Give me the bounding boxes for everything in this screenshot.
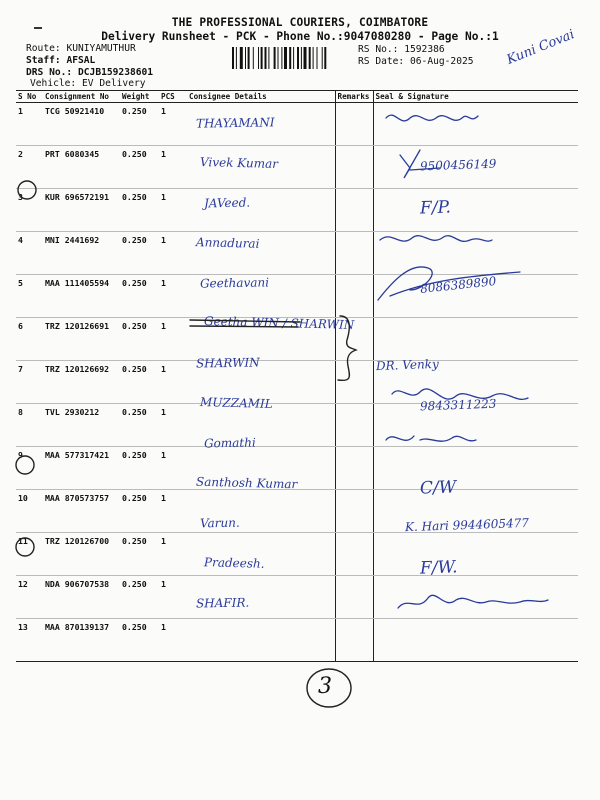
handwritten-consignee-name: THAYAMANI xyxy=(195,115,275,131)
cell-pcs: 1 xyxy=(159,146,187,189)
cell-sno: 1 xyxy=(16,103,43,146)
cell-pcs: 1 xyxy=(159,447,187,490)
cell-consignment-no: MNI 2441692 xyxy=(43,232,120,275)
cell-pcs: 1 xyxy=(159,404,187,447)
drs-label: DRS No.: xyxy=(26,67,73,78)
cell-weight: 0.250 xyxy=(120,576,159,619)
signature-row-13 xyxy=(398,595,548,608)
handwritten-consignee-name: SHAFIR. xyxy=(195,595,250,611)
staff-value: AFSAL xyxy=(66,55,96,66)
handwritten-signature-text: F/W. xyxy=(419,557,458,579)
route-value: KUNIYAMUTHUR xyxy=(66,43,136,54)
bracket-mark-rows-6-7 xyxy=(338,316,356,380)
cell-sno: 4 xyxy=(16,232,43,275)
cell-weight: 0.250 xyxy=(120,232,159,275)
signature-row-4 xyxy=(380,236,492,242)
col-header-signature: Seal & Signature xyxy=(373,91,578,103)
cell-consignment-no: MAA 111405594 xyxy=(43,275,120,318)
col-header-pcs: PCS xyxy=(159,91,187,103)
circle-mark-row-12 xyxy=(16,538,34,556)
cell-sno: 12 xyxy=(16,576,43,619)
cell-sno: 9 xyxy=(16,447,43,490)
cell-pcs: 1 xyxy=(159,103,187,146)
circle-mark-row-3 xyxy=(18,181,36,199)
cell-pcs: 1 xyxy=(159,490,187,533)
cell-sno: 6 xyxy=(16,318,43,361)
handwritten-signature-text: F/P. xyxy=(419,197,452,219)
cell-sno: 10 xyxy=(16,490,43,533)
col-header-weight: Weight xyxy=(120,91,159,103)
cell-sno: 13 xyxy=(16,619,43,662)
handwritten-signature-text: DR. Venky xyxy=(375,356,439,374)
cell-pcs: 1 xyxy=(159,232,187,275)
handwritten-top-note: Kuni Covai xyxy=(504,27,577,68)
col-header-remarks: Remarks xyxy=(335,91,373,103)
rs-no-label: RS No.: xyxy=(358,44,399,55)
handwritten-consignee-name: Geethavani xyxy=(199,275,270,291)
cell-consignment-no: PRT 6080345 xyxy=(43,146,120,189)
cell-consignment-no: TCG 50921410 xyxy=(43,103,120,146)
cell-sno: 3 xyxy=(16,189,43,232)
circle-mark-row-10 xyxy=(16,456,34,474)
handwritten-consignee-name: SHARWIN xyxy=(195,355,260,371)
handwritten-signature-text: K. Hari 9944605477 xyxy=(404,515,530,535)
handwritten-consignee-name: Annadurai xyxy=(195,235,260,251)
handwritten-consignee-name: Vivek Kumar xyxy=(199,154,279,172)
strike-through-row-6 xyxy=(190,320,300,327)
cell-consignment-no: TVL 2930212 xyxy=(43,404,120,447)
cell-consignment-no: MAA 870573757 xyxy=(43,490,120,533)
cell-pcs: 1 xyxy=(159,318,187,361)
col-header-consignment: Consignment No xyxy=(43,91,120,103)
cell-consignment-no: TRZ 120126691 xyxy=(43,318,120,361)
handwritten-consignee-name: Santhosh Kumar xyxy=(195,474,298,492)
company-name: THE PROFESSIONAL COURIERS, COIMBATORE xyxy=(171,16,429,29)
cell-weight: 0.250 xyxy=(120,447,159,490)
vehicle-value: EV Delivery xyxy=(82,78,146,89)
cell-sno: 5 xyxy=(16,275,43,318)
cell-pcs: 1 xyxy=(159,275,187,318)
handwritten-signature-text: 9843311223 xyxy=(419,396,497,414)
cell-pcs: 1 xyxy=(159,361,187,404)
cell-consignment-no: TRZ 120126692 xyxy=(43,361,120,404)
handwritten-consignee-name: JAVeed. xyxy=(203,195,251,211)
cell-weight: 0.250 xyxy=(120,361,159,404)
cell-sno: 7 xyxy=(16,361,43,404)
cell-consignment-no: MAA 870139137 xyxy=(43,619,120,662)
signature-row-1 xyxy=(386,115,478,121)
cell-weight: 0.250 xyxy=(120,619,159,662)
signature-row-9 xyxy=(386,436,476,441)
runsheet-subtitle: Delivery Runsheet - PCK - Phone No.:9047080280 - Page No.:1 xyxy=(101,30,499,43)
staff-label: Staff: xyxy=(26,55,61,66)
cell-pcs: 1 xyxy=(159,619,187,662)
cell-weight: 0.250 xyxy=(120,404,159,447)
cell-weight: 0.250 xyxy=(120,189,159,232)
col-header-consignee: Consignee Details xyxy=(187,91,335,103)
cell-weight: 0.250 xyxy=(120,146,159,189)
cell-pcs: 1 xyxy=(159,576,187,619)
cell-weight: 0.250 xyxy=(120,490,159,533)
cell-pcs: 1 xyxy=(159,189,187,232)
handwritten-consignee-name: MUZZAMIL xyxy=(199,395,273,411)
rs-date-value: 06-Aug-2025 xyxy=(410,56,474,67)
cell-weight: 0.250 xyxy=(120,318,159,361)
signature-row-2 xyxy=(400,150,440,178)
cell-pcs: 1 xyxy=(159,533,187,576)
route-label: Route: xyxy=(26,43,61,54)
cell-weight: 0.250 xyxy=(120,103,159,146)
cell-weight: 0.250 xyxy=(120,275,159,318)
cell-sno: 11 xyxy=(16,533,43,576)
page-circle-number: 3 xyxy=(318,674,332,699)
handwritten-signature-text: 8086389890 xyxy=(419,274,497,296)
signature-row-5 xyxy=(378,267,520,300)
cell-consignment-no: TRZ 120126700 xyxy=(43,533,120,576)
handwritten-consignee-name: Pradeesh. xyxy=(203,555,265,571)
handwritten-consignee-name: Varun. xyxy=(199,515,240,531)
handwritten-consignee-name: Geetha WIN / SHARWIN xyxy=(203,314,355,332)
cell-weight: 0.250 xyxy=(120,533,159,576)
handwritten-signature-text: 9500456149 xyxy=(419,156,497,174)
rs-date-label: RS Date: xyxy=(358,56,405,67)
signature-row-8 xyxy=(392,389,528,399)
cell-consignment-no: KUR 696572191 xyxy=(43,189,120,232)
cell-sno: 2 xyxy=(16,146,43,189)
col-header-sno: S No xyxy=(16,91,43,103)
handwritten-signature-text: C/W xyxy=(419,477,457,499)
rs-no-value: 1592386 xyxy=(404,44,445,55)
handwritten-consignee-name: Gomathi xyxy=(203,435,256,451)
drs-value: DCJB159238601 xyxy=(78,67,154,78)
cell-consignment-no: NDA 906707538 xyxy=(43,576,120,619)
cell-sno: 8 xyxy=(16,404,43,447)
vehicle-label: Vehicle: xyxy=(30,78,77,89)
cell-consignment-no: MAA 577317421 xyxy=(43,447,120,490)
